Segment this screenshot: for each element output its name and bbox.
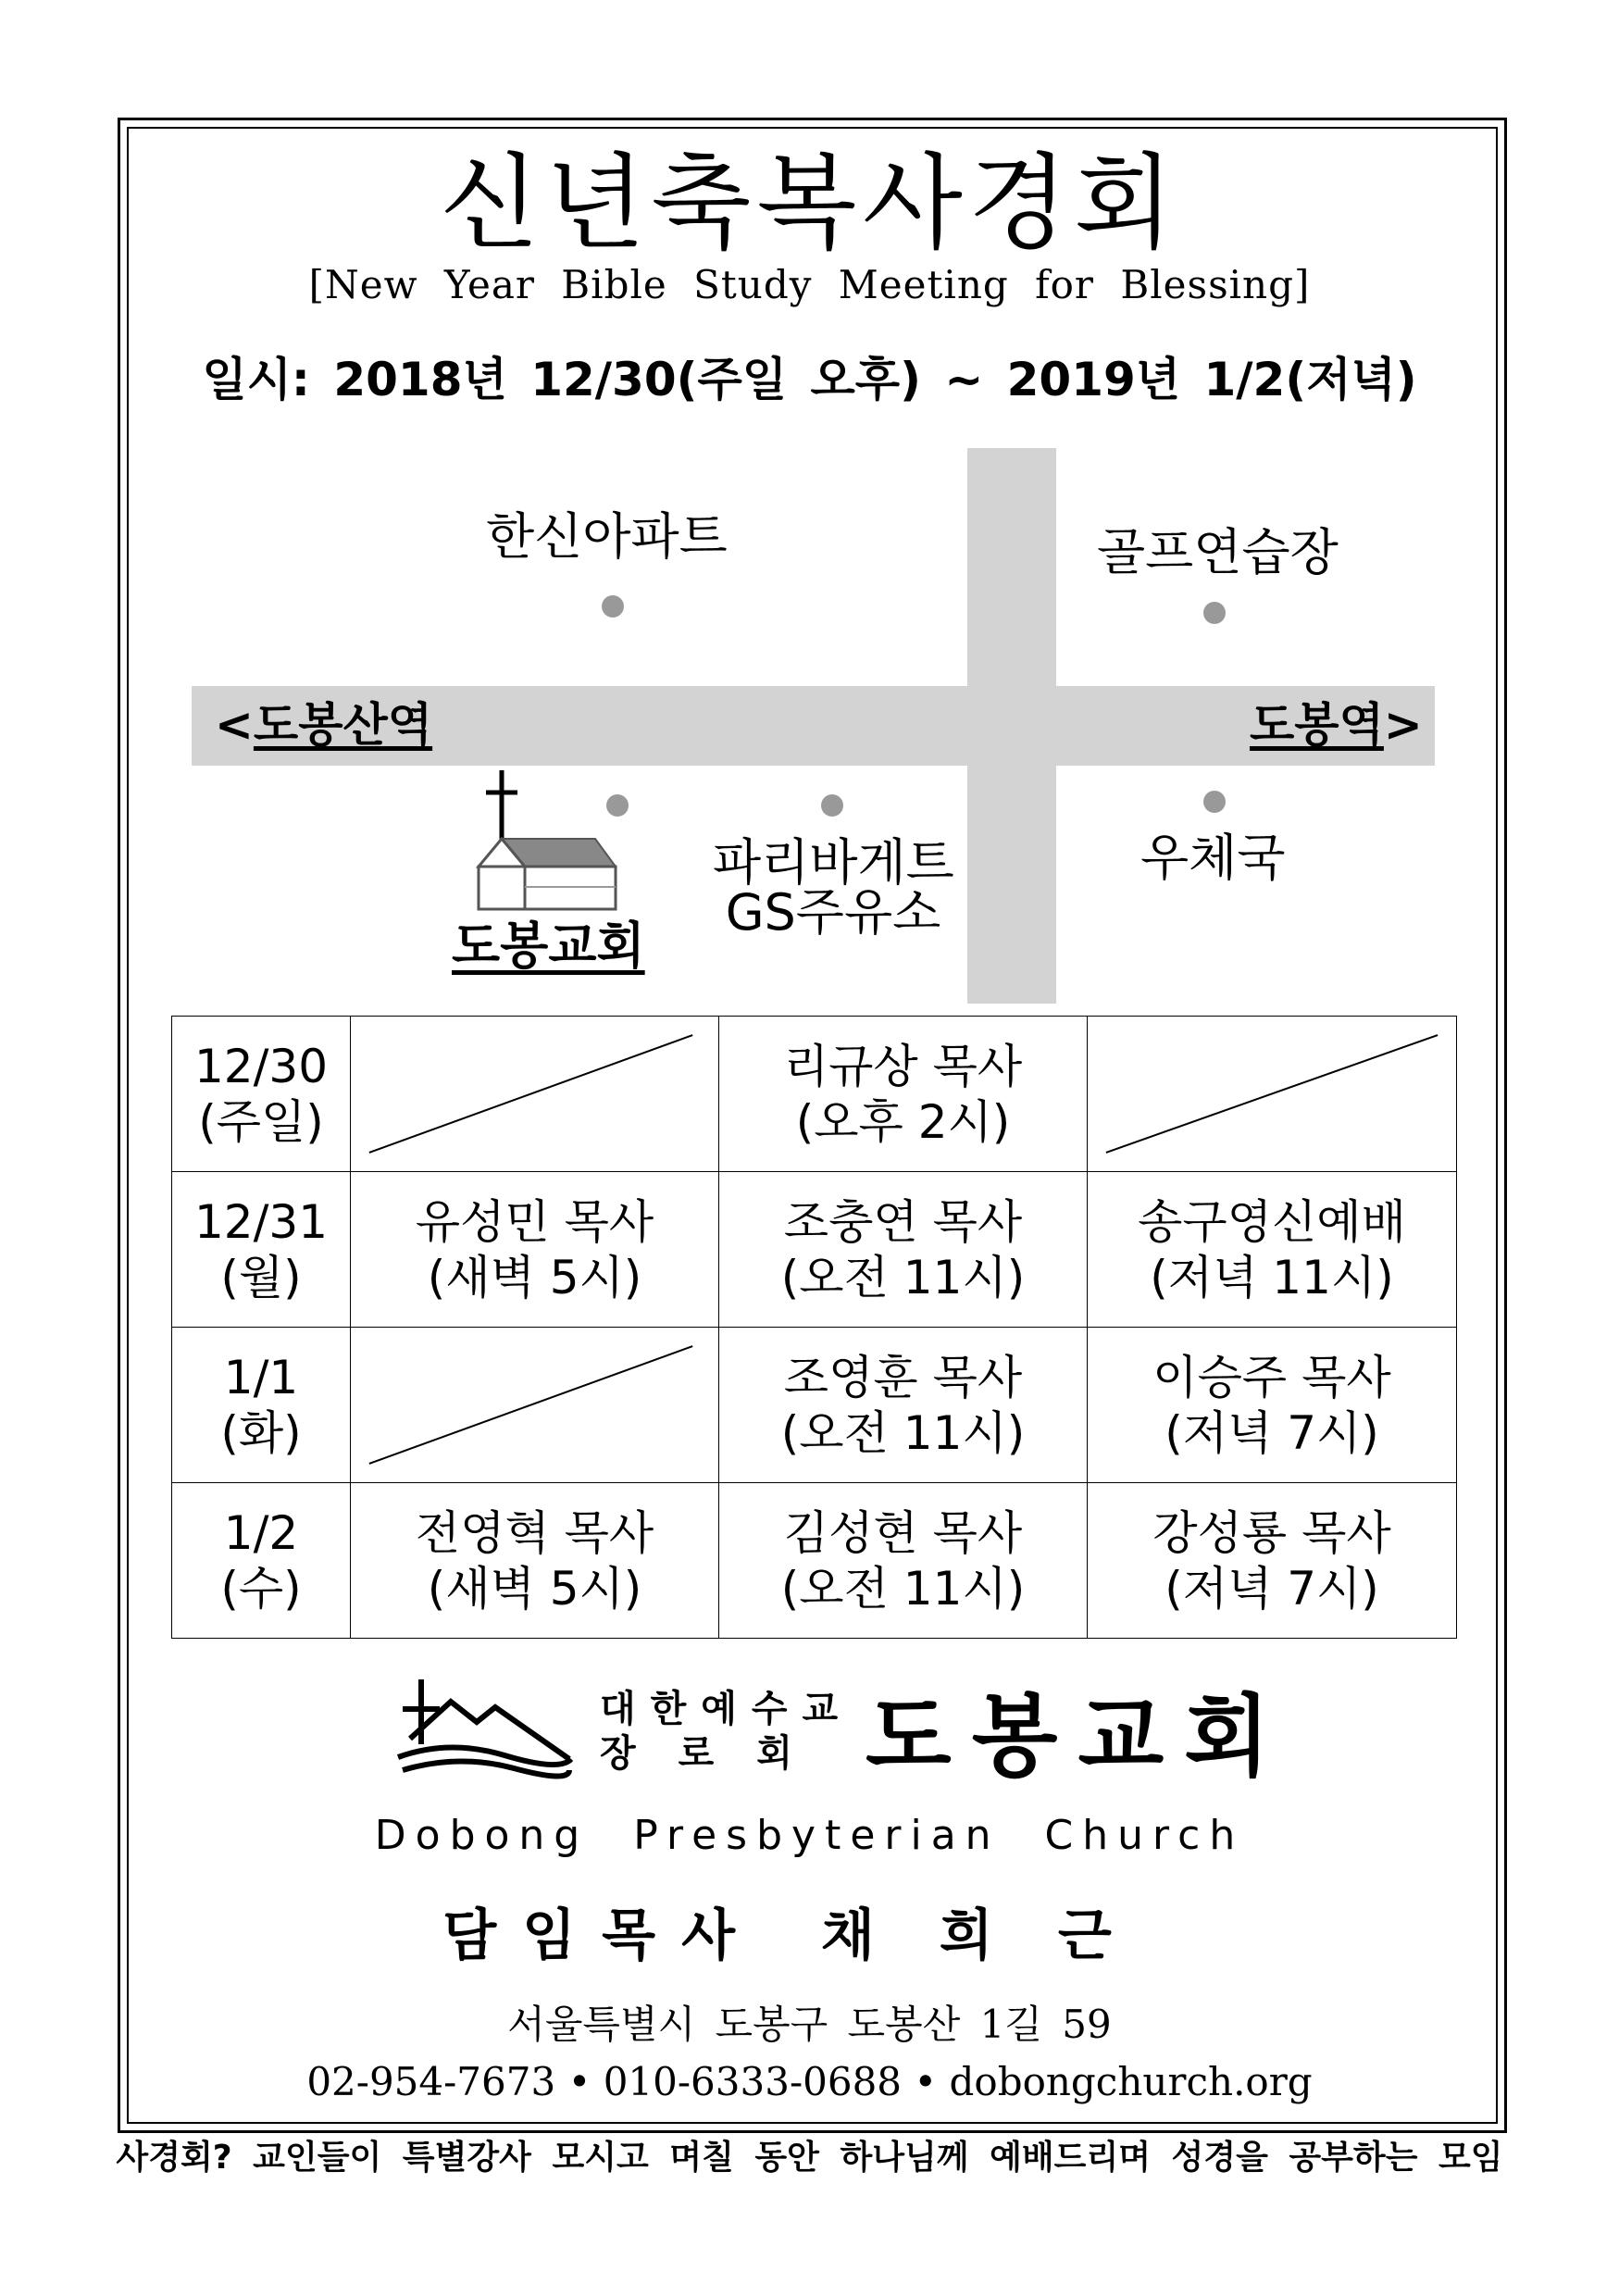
pastor-name: 채희근 <box>820 1903 1177 1968</box>
church-address: 서울특별시 도봉구 도봉산 1길 59 <box>507 2002 1112 2047</box>
station-dobong <box>1250 696 1423 754</box>
church-name: 도봉교회 <box>866 1685 1290 1789</box>
schedule-table <box>171 1016 1457 1639</box>
phone-2: 010-6333-0688 <box>603 2059 903 2104</box>
slash-mark <box>1088 1017 1456 1171</box>
slash-mark <box>351 1328 718 1482</box>
table-row <box>172 1328 1457 1483</box>
church-icon <box>467 767 625 915</box>
schedule-cell: 조충연 목사 (오전 11시) <box>719 1172 1088 1328</box>
event-date: 일시: 2018년 12/30(주일 오후) ~ 2019년 1/2(저녁) <box>202 353 1417 406</box>
schedule-cell: 조영훈 목사 (오전 11시) <box>719 1328 1088 1483</box>
schedule-cell: 강성룡 목사 (저녁 7시) <box>1088 1483 1457 1639</box>
marker-dot <box>1203 602 1226 624</box>
station-dobong-label: 도봉역 <box>1250 698 1384 752</box>
landmark-golf-range: 골프연습장 <box>1097 523 1339 581</box>
schedule-cell: 유성민 목사 (새벽 5시) <box>351 1172 719 1328</box>
arrow-right-icon: > <box>1383 698 1423 752</box>
date-cell: 12/31 (월) <box>172 1172 351 1328</box>
table-row <box>172 1483 1457 1639</box>
date-cell: 12/30 (주일) <box>172 1017 351 1172</box>
empty-cell <box>1088 1017 1457 1172</box>
empty-cell <box>351 1017 719 1172</box>
marker-dot <box>1203 791 1226 813</box>
landmark-paris-gs <box>713 833 953 942</box>
schedule-cell: 이승주 목사 (저녁 7시) <box>1088 1328 1457 1483</box>
page-subtitle: [New Year Bible Study Meeting for Blessing] <box>308 262 1311 307</box>
pastor-line <box>0 1903 1619 1969</box>
landmark-post-office: 우체국 <box>1140 829 1286 887</box>
website-link[interactable]: dobongchurch.org <box>949 2059 1313 2104</box>
schedule-cell: 김성현 목사 (오전 11시) <box>719 1483 1088 1639</box>
denomination: 대한예수교 장로회 <box>600 1688 853 1775</box>
page-title: 신년축복사경회 <box>439 144 1180 264</box>
schedule-cell: 전영혁 목사 (새벽 5시) <box>351 1483 719 1639</box>
schedule-cell: 송구영신예배 (저녁 11시) <box>1088 1172 1457 1328</box>
landmark-gs-station: GS주유소 <box>725 883 941 942</box>
church-english-name: Dobong Presbyterian Church <box>374 1812 1245 1859</box>
separator-dot: • <box>914 2059 938 2104</box>
marker-dot <box>606 794 629 817</box>
schedule-cell: 리규상 목사 (오후 2시) <box>719 1017 1088 1172</box>
landmark-paris-baguette: 파리바게트 <box>713 833 954 892</box>
station-dobongsan-label: 도봉산역 <box>253 698 433 752</box>
date-cell: 1/2 (수) <box>172 1483 351 1639</box>
church-logo-icon <box>393 1674 574 1780</box>
table-row <box>172 1017 1457 1172</box>
marker-dot <box>602 595 624 618</box>
marker-dot <box>821 794 843 817</box>
slash-mark <box>351 1017 718 1171</box>
arrow-left-icon: < <box>215 698 254 752</box>
bottom-note: 사경회? 교인들이 특별강사 모시고 며칠 동안 하나님께 예배드리며 성경을 공부하는 모임 <box>116 2139 1503 2177</box>
pastor-title: 담임목사 <box>442 1903 762 1968</box>
station-dobongsan <box>215 696 432 754</box>
empty-cell <box>351 1328 719 1483</box>
date-cell: 1/1 (화) <box>172 1328 351 1483</box>
phone-1: 02-954-7673 <box>306 2059 556 2104</box>
contact-line <box>0 2057 1619 2107</box>
landmark-hanshin-apt: 한신아파트 <box>486 507 728 566</box>
separator-dot: • <box>567 2059 592 2104</box>
church-location-label: 도봉교회 <box>452 917 645 975</box>
table-row <box>172 1172 1457 1328</box>
